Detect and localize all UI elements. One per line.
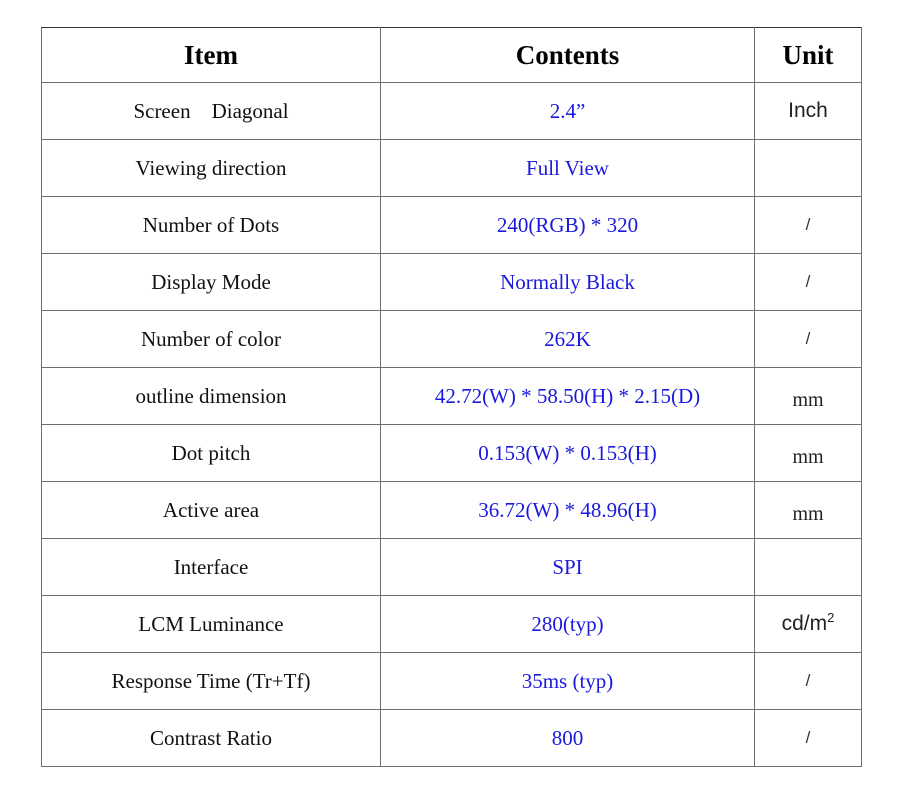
row-item-number-of-color: Number of color <box>42 311 381 368</box>
header-item: Item <box>42 28 381 83</box>
row-contents-dot-pitch: 0.153(W) * 0.153(H) <box>381 425 755 482</box>
header-unit: Unit <box>755 28 862 83</box>
row-item-lcm-luminance: LCM Luminance <box>42 596 381 653</box>
row-unit-display-mode: / <box>755 254 862 311</box>
row-unit-response-time: / <box>755 653 862 710</box>
table-row <box>42 140 862 197</box>
table-row <box>42 596 862 653</box>
row-unit-active-area: mm <box>755 482 862 539</box>
row-contents-interface: SPI <box>381 539 755 596</box>
table-row <box>42 254 862 311</box>
table-row <box>42 539 862 596</box>
row-contents-lcm-luminance: 280(typ) <box>381 596 755 653</box>
row-contents-active-area: 36.72(W) * 48.96(H) <box>381 482 755 539</box>
table-row <box>42 197 862 254</box>
row-contents-viewing-direction: Full View <box>381 140 755 197</box>
row-contents-contrast-ratio: 800 <box>381 710 755 767</box>
row-contents-response-time: 35ms (typ) <box>381 653 755 710</box>
row-unit-interface <box>755 539 862 596</box>
row-contents-screen-diagonal: 2.4” <box>381 83 755 140</box>
row-item-active-area: Active area <box>42 482 381 539</box>
row-item-dot-pitch: Dot pitch <box>42 425 381 482</box>
row-item-response-time: Response Time (Tr+Tf) <box>42 653 381 710</box>
row-unit-viewing-direction <box>755 140 862 197</box>
row-unit-contrast-ratio: / <box>755 710 862 767</box>
row-item-number-of-dots: Number of Dots <box>42 197 381 254</box>
table-row <box>42 710 862 767</box>
row-unit-number-of-dots: / <box>755 197 862 254</box>
row-unit-dot-pitch: mm <box>755 425 862 482</box>
table-header-row <box>42 28 862 83</box>
unit-superscript: 2 <box>827 610 835 625</box>
unit-text: cd/m <box>781 612 828 635</box>
row-unit-number-of-color: / <box>755 311 862 368</box>
table-row <box>42 311 862 368</box>
row-unit-outline-dimension: mm <box>755 368 862 425</box>
row-item-screen-diagonal: Screen Diagonal <box>42 83 381 140</box>
row-contents-display-mode: Normally Black <box>381 254 755 311</box>
row-contents-number-of-color: 262K <box>381 311 755 368</box>
row-item-interface: Interface <box>42 539 381 596</box>
row-item-contrast-ratio: Contrast Ratio <box>42 710 381 767</box>
row-item-display-mode: Display Mode <box>42 254 381 311</box>
row-item-outline-dimension: outline dimension <box>42 368 381 425</box>
header-contents: Contents <box>381 28 755 83</box>
row-item-viewing-direction: Viewing direction <box>42 140 381 197</box>
row-unit-screen-diagonal: Inch <box>755 83 862 140</box>
table-row <box>42 425 862 482</box>
table-row <box>42 368 862 425</box>
table-row <box>42 83 862 140</box>
row-contents-outline-dimension: 42.72(W) * 58.50(H) * 2.15(D) <box>381 368 755 425</box>
table-row <box>42 653 862 710</box>
spec-table <box>41 27 862 767</box>
table-row <box>42 482 862 539</box>
row-unit-lcm-luminance <box>755 596 862 653</box>
row-contents-number-of-dots: 240(RGB) * 320 <box>381 197 755 254</box>
